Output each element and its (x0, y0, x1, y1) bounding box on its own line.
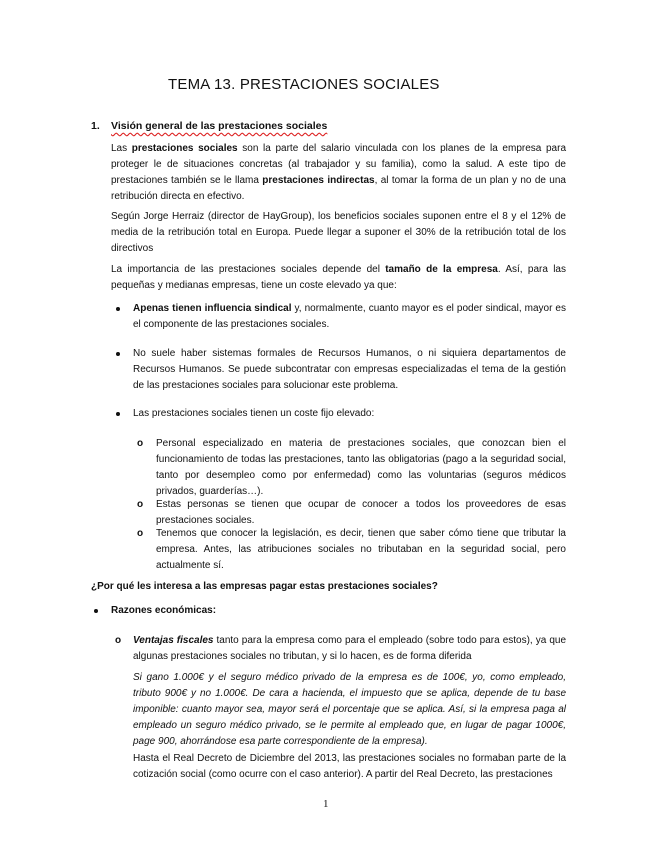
bold-term: tamaño de la empresa (385, 264, 498, 275)
sub-bullet-tax-advantages (133, 633, 566, 665)
bold-term: prestaciones sociales (131, 143, 238, 154)
paragraph-real-decreto: Hasta el Real Decreto de Diciembre del 2013, las prestaciones sociales no formaban parte de la cotización social (como ocurre con el caso anterior). A partir del Real Decreto, las prestaciones (133, 753, 566, 780)
paragraph-herraiz: Según Jorge Herraiz (director de HayGroup), los beneficios sociales suponen entre el 8 y el 12% de media de la retribución total en Europa. Puede llegar a suponer el 30% de la retribución total de los directivos (111, 211, 566, 254)
text-run: son la parte del salario vinculada con los planes de la empresa para proteger le de situaciones concretas (al trabajador y su familia), como la salud. A este tipo de prestaciones también se le llama (111, 143, 567, 186)
bullet-fixed-cost: Las prestaciones sociales tienen un coste fijo elevado: (133, 408, 375, 419)
bullet-union-influence (133, 301, 566, 333)
bullet-dot (116, 352, 120, 356)
text-run: Las (111, 143, 132, 154)
text-run: y, normalmente, cuanto mayor es el poder sindical, mayor es el componente de las prestaciones sociales. (133, 303, 566, 330)
sub-bullet-marker: o (137, 528, 144, 539)
bullet-dot (94, 609, 98, 613)
bullet-dot (116, 412, 120, 416)
section-number: 1. (91, 120, 100, 132)
text-run: . Así, para las pequeñas y medianas empresas, tiene un coste elevado ya que: (111, 264, 566, 291)
bold-term: Apenas tienen influencia sindical (133, 303, 292, 314)
sub-bullet-marker: o (115, 635, 122, 646)
text-run: , al tomar la forma de un plan y no de una retribución directa en efectivo. (111, 175, 566, 202)
question-heading: ¿Por qué les interesa a las empresas pagar estas prestaciones sociales? (91, 581, 438, 592)
example-paragraph: Si gano 1.000€ y el seguro médico privado de la empresa es de 100€, yo, como empleado, tributo 900€ y no 1.000€. De cara a hacienda, el impuesto que se aplica, depende de tu base imponible: cuanto mayor sea, mayor será el porcentaje que se aplica. Así, si la empresa paga al empleado un seguro médico privado, se le permite al empleado que, en lugar de pagar 1000€, page 900, ahorrándose esa parte correspondiente de la empresa). (133, 672, 566, 747)
sub-bullet-marker: o (137, 438, 144, 449)
sub-bullet-legislation: Tenemos que conocer la legislación, es decir, tienen que saber cómo tiene que tributar la empresa. Antes, las atribuciones sociales no tributaban en la seguridad social, pero actualmente sí. (156, 528, 566, 571)
document-title: TEMA 13. PRESTACIONES SOCIALES (168, 76, 440, 93)
bullet-economic-reasons: Razones económicas: (111, 605, 217, 616)
sub-bullet-providers: Estas personas se tienen que ocupar de conocer a todos los proveedores de esas prestaciones sociales. (156, 499, 566, 526)
page-number: 1 (323, 798, 329, 810)
sub-bullet-marker: o (137, 499, 144, 510)
section-heading-text: Visión general de las prestaciones sociales (111, 120, 328, 132)
sub-bullet-specialized-staff: Personal especializado en materia de prestaciones sociales, que conozcan bien el funcionamiento de todas las prestaciones, tanto las obligatorias (pago a la seguridad social, tanto por desempleo como por enfermedad) como las voluntarias (seguros médicos privados, guarderías…). (156, 438, 566, 497)
text-run: La importancia de las prestaciones sociales depende del (111, 264, 386, 275)
bullet-dot (116, 307, 120, 311)
bold-italic-term: Ventajas fiscales (133, 635, 214, 646)
bold-term: prestaciones indirectas (262, 175, 375, 186)
text-run: tanto para la empresa como para el empleado (sobre todo para estos), ya que algunas prestaciones sociales no tributan, y si lo hacen, es de forma diferida (133, 635, 567, 662)
paragraph-importance (111, 262, 566, 294)
bullet-no-hr-systems: No suele haber sistemas formales de Recursos Humanos, o ni siquiera departamentos de Recursos Humanos. Se puede subcontratar con empresas especializadas el tema de la gestión de las prestaciones sociales para solucionar este problema. (133, 348, 566, 391)
paragraph-intro (111, 141, 566, 205)
section-heading (91, 120, 327, 132)
